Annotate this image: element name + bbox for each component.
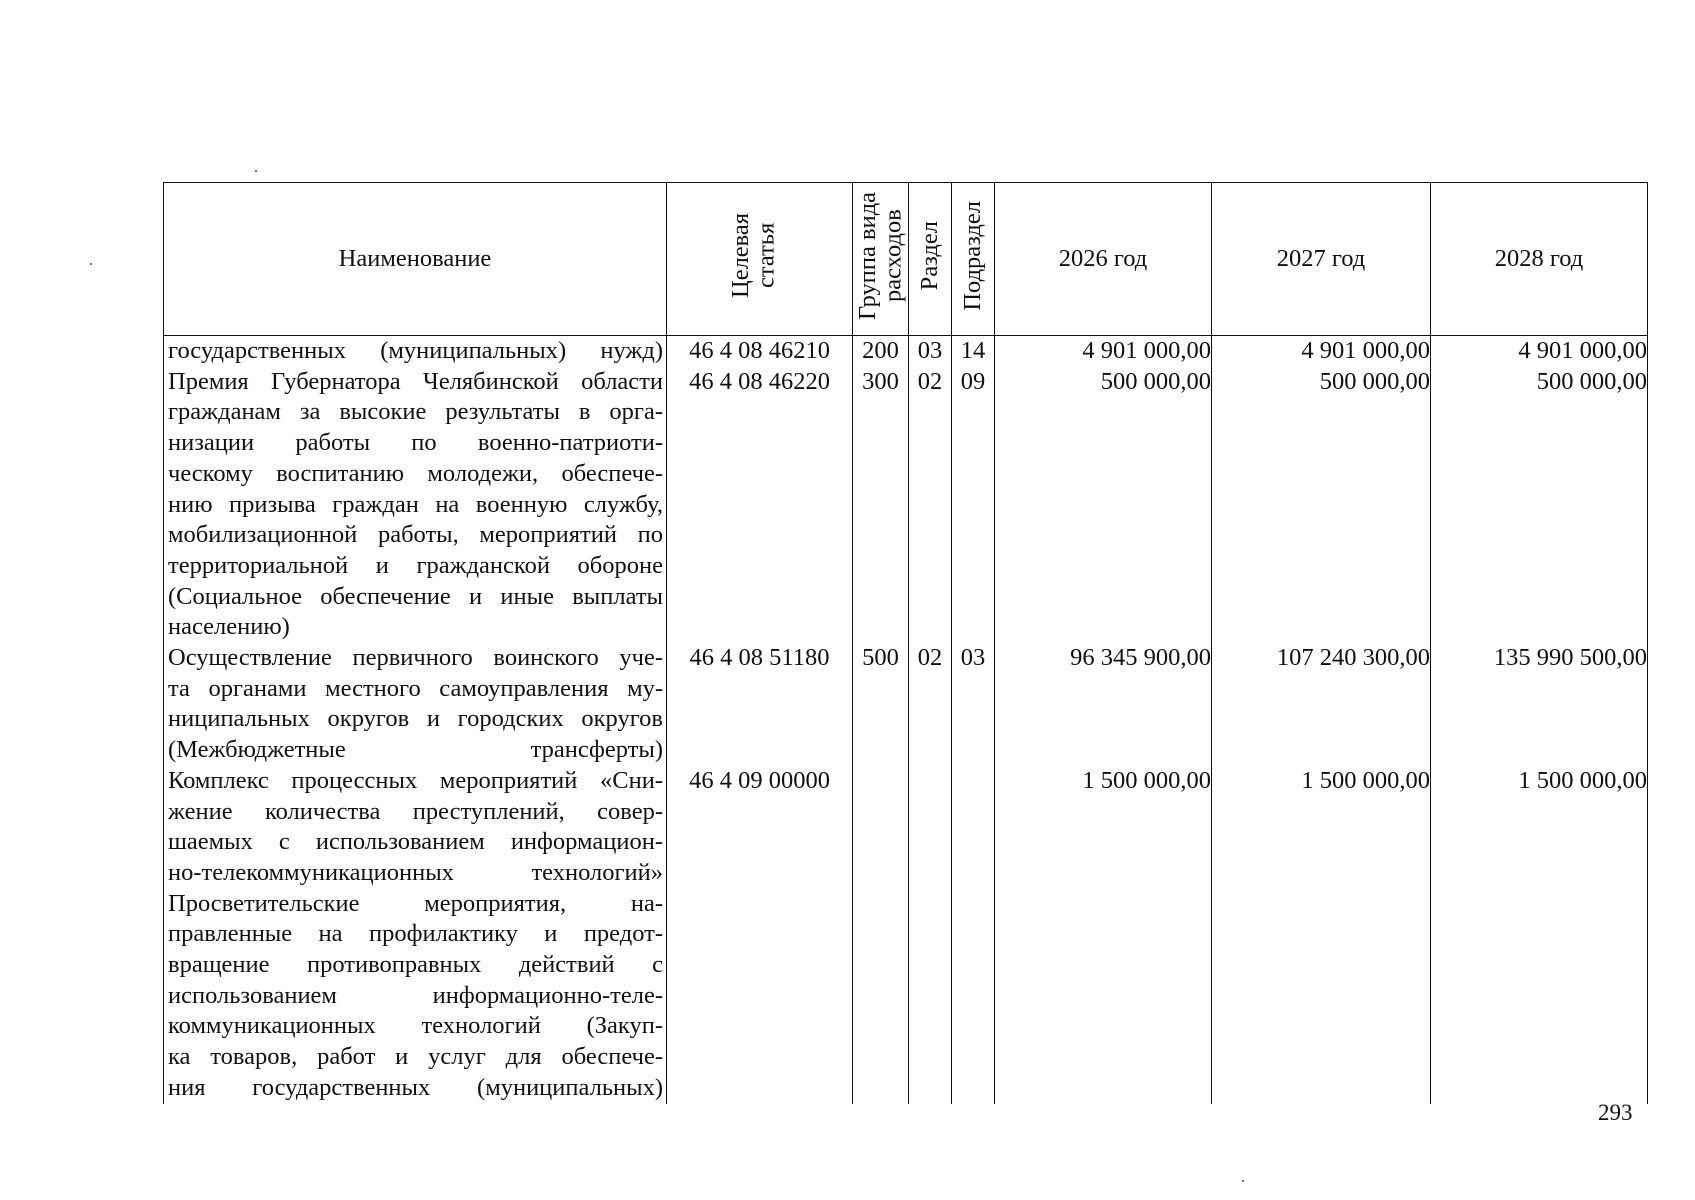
cell-name — [164, 766, 667, 889]
cell-year-2027 — [1212, 336, 1431, 367]
table-row — [164, 766, 1648, 889]
cell-year-2026-value: 96 345 900,00 — [1070, 644, 1211, 672]
table-row — [164, 336, 1648, 367]
cell-year-2027-value: 4 901 000,00 — [1301, 337, 1430, 364]
cell-year-2028-value: 500 000,00 — [1536, 367, 1647, 395]
name-line: территориальной и гражданской обороне — [168, 551, 663, 579]
budget-table — [163, 182, 1648, 1104]
cell-year-2028 — [1431, 367, 1648, 643]
name-line: низации работы по военно-патриоти- — [168, 429, 663, 457]
header-expense-group-label: Группа вида расходов — [853, 191, 907, 320]
table-row — [164, 367, 1648, 643]
name-line: (Межбюджетные трансферты) — [168, 736, 663, 764]
header-section — [909, 183, 952, 336]
cell-target-article-value: 46 4 08 51180 — [689, 644, 830, 672]
cell-year-2028 — [1431, 766, 1648, 889]
cell-target-article — [667, 643, 853, 766]
name-line: та органами местного самоуправления му- — [168, 674, 663, 702]
cell-subsection — [952, 367, 995, 643]
cell-expense-group — [853, 766, 909, 889]
name-line: жение количества преступлений, совер- — [168, 797, 663, 825]
cell-target-article — [667, 889, 853, 1104]
table-row — [164, 889, 1648, 1104]
name-line: но-телекоммуникационных технологий» — [168, 858, 663, 886]
header-subsection — [952, 183, 995, 336]
cell-subsection — [952, 889, 995, 1104]
name-line: правленные на профилактику и предот- — [168, 920, 663, 948]
scan-speck — [1242, 1180, 1244, 1182]
cell-target-article — [667, 336, 853, 367]
cell-year-2027 — [1212, 889, 1431, 1104]
name-line: Премия Губернатора Челябинской области — [168, 367, 663, 395]
name-line: ниципальных округов и городских округов — [168, 705, 663, 733]
cell-year-2027-value: 1 500 000,00 — [1301, 766, 1430, 794]
page-number: 293 — [1598, 1100, 1633, 1125]
cell-year-2026 — [995, 367, 1212, 643]
cell-section — [909, 367, 952, 643]
name-line: вращение противоправных действий с — [168, 951, 663, 979]
name-line: шаемых с использованием информацион- — [168, 828, 663, 856]
cell-year-2028 — [1431, 889, 1648, 1104]
cell-year-2027 — [1212, 766, 1431, 889]
header-name-label: Наименование — [338, 245, 492, 272]
cell-year-2028-value: 135 990 500,00 — [1493, 644, 1647, 672]
table-row — [164, 643, 1648, 766]
cell-year-2027 — [1212, 643, 1431, 766]
cell-name — [164, 336, 667, 367]
cell-target-article-value: 46 4 09 00000 — [689, 766, 830, 794]
name-line: коммуникационных технологий (Закуп- — [168, 1012, 663, 1040]
cell-section — [909, 336, 952, 367]
cell-target-article-value: 46 4 08 46210 — [689, 337, 830, 364]
cell-expense-group — [853, 889, 909, 1104]
cell-year-2026-value: 1 500 000,00 — [1082, 766, 1211, 794]
header-name — [164, 183, 667, 336]
cell-year-2028-value: 4 901 000,00 — [1518, 337, 1647, 364]
cell-expense-group-value: 200 — [862, 337, 899, 364]
cell-year-2027-value: 500 000,00 — [1319, 367, 1430, 395]
name-line: государственных (муниципальных) нужд) — [168, 337, 663, 364]
cell-year-2028 — [1431, 336, 1648, 367]
cell-section — [909, 889, 952, 1104]
cell-year-2027-value: 107 240 300,00 — [1276, 644, 1430, 672]
cell-expense-group-value: 500 — [862, 644, 899, 672]
cell-section-value: 02 — [917, 644, 943, 672]
cell-year-2026 — [995, 766, 1212, 889]
cell-year-2028-value: 1 500 000,00 — [1518, 766, 1647, 794]
cell-name — [164, 643, 667, 766]
name-line: мобилизационной работы, мероприятий по — [168, 521, 663, 549]
cell-target-article — [667, 766, 853, 889]
cell-expense-group-value: 300 — [862, 367, 899, 395]
cell-expense-group — [853, 643, 909, 766]
header-year-2027 — [1212, 183, 1431, 336]
header-year-2027-label: 2027 год — [1276, 245, 1366, 272]
name-line: ка товаров, работ и услуг для обеспече- — [168, 1043, 663, 1071]
header-year-2026 — [995, 183, 1212, 336]
name-line: ческому воспитанию молодежи, обеспече- — [168, 459, 663, 487]
header-target-article-label: Целевая статья — [726, 212, 780, 299]
cell-expense-group — [853, 336, 909, 367]
header-year-2026-label: 2026 год — [1058, 245, 1148, 272]
cell-subsection — [952, 766, 995, 889]
cell-year-2026-value: 4 901 000,00 — [1082, 337, 1211, 364]
cell-year-2026-value: 500 000,00 — [1100, 367, 1211, 395]
header-year-2028 — [1431, 183, 1648, 336]
cell-subsection-value: 03 — [960, 644, 986, 672]
header-expense-group — [853, 183, 909, 336]
cell-year-2026 — [995, 336, 1212, 367]
cell-name — [164, 367, 667, 643]
header-target-article — [667, 183, 853, 336]
cell-subsection-value: 09 — [960, 367, 986, 395]
cell-subsection-value: 14 — [960, 337, 986, 364]
name-line: населению) — [168, 613, 290, 641]
cell-year-2027 — [1212, 367, 1431, 643]
scan-speck — [90, 263, 92, 265]
name-line: Осуществление первичного воинского уче- — [168, 644, 663, 672]
cell-year-2026 — [995, 643, 1212, 766]
name-line: (Социальное обеспечение и иные выплаты — [168, 582, 663, 610]
name-line: гражданам за высокие результаты в орга- — [168, 398, 663, 426]
cell-subsection — [952, 336, 995, 367]
cell-name — [164, 889, 667, 1104]
cell-target-article — [667, 367, 853, 643]
scan-speck — [255, 170, 257, 172]
name-line: Комплекс процессных мероприятий «Сни- — [168, 766, 663, 794]
name-line: нию призыва граждан на военную службу, — [168, 490, 663, 518]
cell-section-value: 02 — [917, 367, 943, 395]
cell-section-value: 03 — [917, 337, 943, 364]
cell-target-article-value: 46 4 08 46220 — [689, 367, 830, 395]
cell-subsection — [952, 643, 995, 766]
table-body — [164, 336, 1648, 1104]
cell-section — [909, 643, 952, 766]
cell-year-2026 — [995, 889, 1212, 1104]
name-line: Просветительские мероприятия, на- — [168, 889, 663, 917]
header-section-label: Раздел — [916, 220, 944, 291]
cell-expense-group — [853, 367, 909, 643]
cell-year-2028 — [1431, 643, 1648, 766]
name-line: использованием информационно-теле- — [168, 981, 663, 1009]
header-subsection-label: Подраздел — [959, 200, 987, 311]
name-line: ния государственных (муниципальных) — [168, 1073, 663, 1101]
header-year-2028-label: 2028 год — [1494, 245, 1584, 272]
cell-section — [909, 766, 952, 889]
table-header-row — [164, 183, 1648, 336]
